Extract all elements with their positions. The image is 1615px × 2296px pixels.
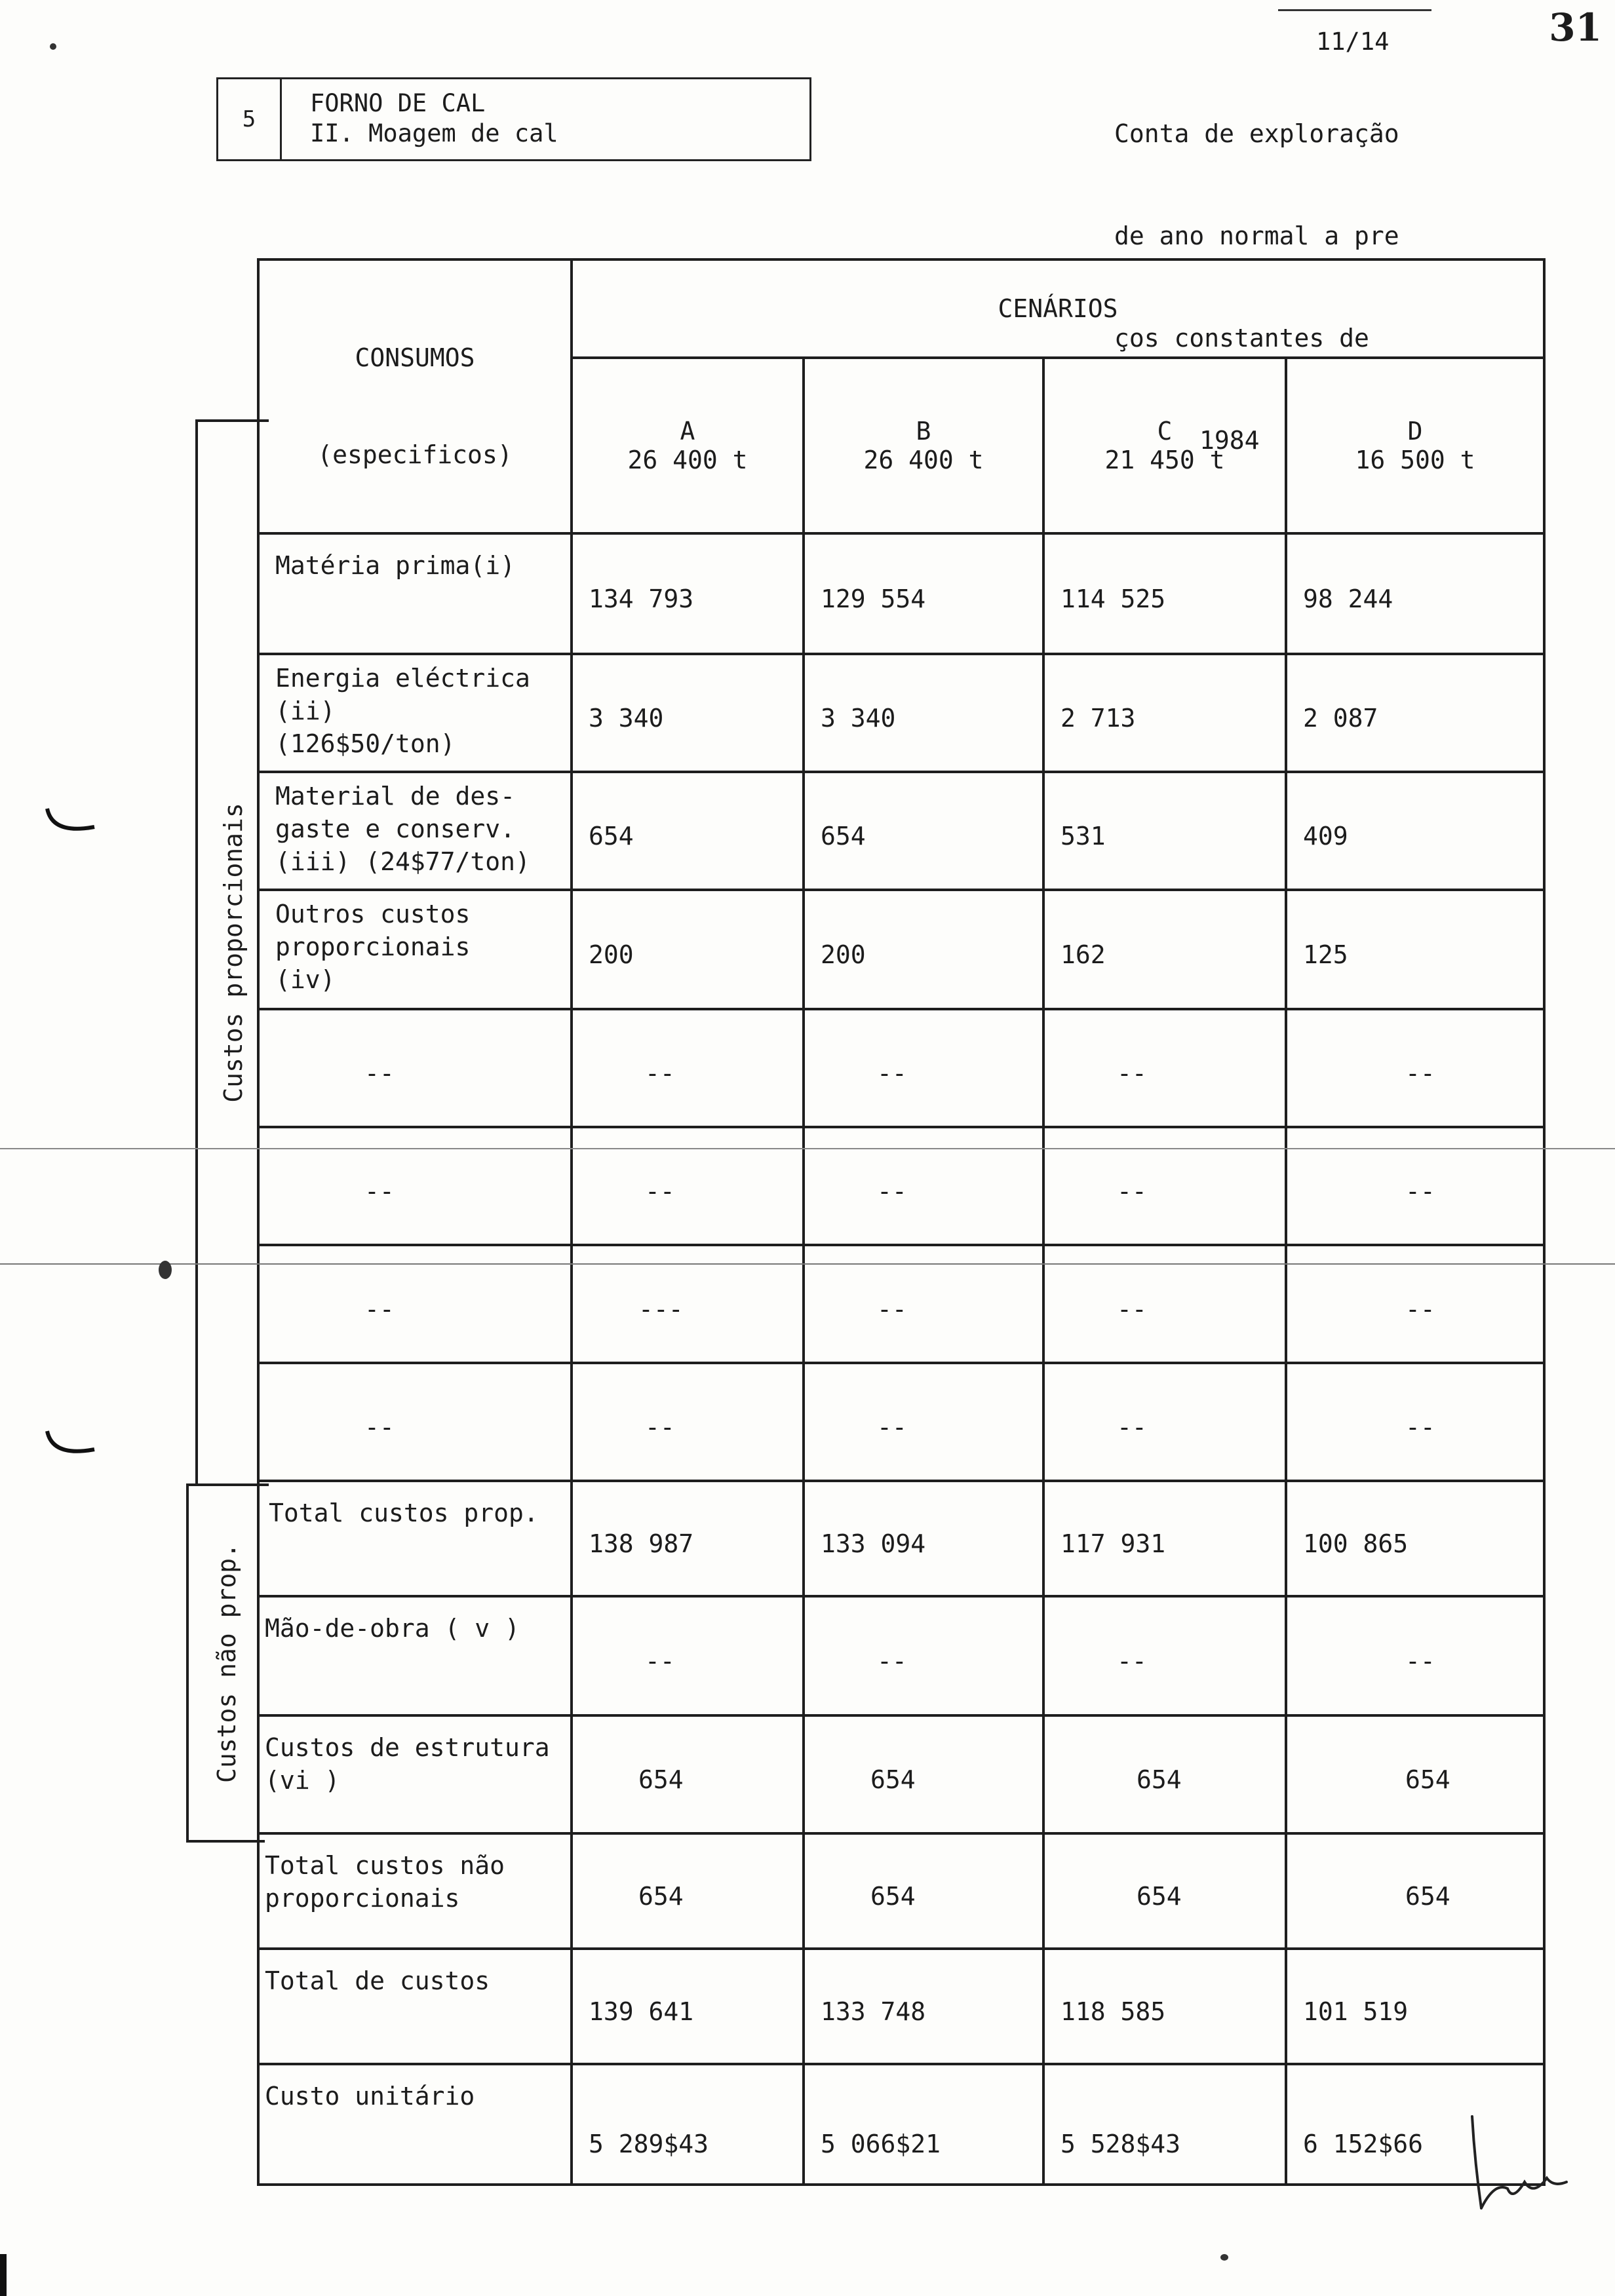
scan-fold-line xyxy=(0,1148,1615,1149)
row-label: Total custos prop. xyxy=(258,1481,572,1596)
cell-d: -- xyxy=(1286,1245,1544,1363)
cell-c: 162 xyxy=(1043,890,1286,1009)
cell-c: -- xyxy=(1043,1009,1286,1127)
row-label: -- xyxy=(258,1245,572,1363)
cell-c: 2 713 xyxy=(1043,654,1286,772)
scenario-a-tonnage: 26 400 t xyxy=(627,445,748,474)
cell-c: 118 585 xyxy=(1043,1949,1286,2064)
section-title-line2: II. Moagem de cal xyxy=(310,119,558,147)
cell-a: -- xyxy=(572,1596,804,1715)
cell-a: -- xyxy=(572,1009,804,1127)
cell-b: 3 340 xyxy=(804,654,1043,772)
cell-b: -- xyxy=(804,1245,1043,1363)
cell-a: 139 641 xyxy=(572,1949,804,2064)
cell-d: 98 244 xyxy=(1286,533,1544,654)
table-row-total-nao-prop xyxy=(258,1833,1544,1949)
scan-speck xyxy=(50,43,56,50)
cell-d: 654 xyxy=(1286,1833,1544,1949)
cell-a: 200 xyxy=(572,890,804,1009)
reference-code: 11/14 xyxy=(1316,28,1390,56)
table-row xyxy=(258,533,1544,654)
cell-c: -- xyxy=(1043,1363,1286,1481)
cell-c: 531 xyxy=(1043,772,1286,890)
cell-d: -- xyxy=(1286,1127,1544,1245)
scenario-a-letter: A xyxy=(680,416,695,446)
cell-c: -- xyxy=(1043,1596,1286,1715)
account-note-line2: de ano normal a pre xyxy=(1114,221,1399,250)
scan-edge-mark xyxy=(0,2254,7,2296)
group-label-nao-prop xyxy=(186,1483,265,1843)
cell-c: 654 xyxy=(1043,1833,1286,1949)
cell-c: 654 xyxy=(1043,1715,1286,1833)
cell-a: -- xyxy=(572,1127,804,1245)
cell-b: 133 748 xyxy=(804,1949,1043,2064)
scenario-c-letter: C xyxy=(1157,416,1173,446)
consumos-title: CONSUMOS xyxy=(355,343,475,372)
cell-d: 101 519 xyxy=(1286,1949,1544,2064)
cell-c: 114 525 xyxy=(1043,533,1286,654)
account-note-line1: Conta de exploração xyxy=(1114,119,1399,148)
cell-b: 5 066$21 xyxy=(804,2064,1043,2185)
cell-a: 654 xyxy=(572,1715,804,1833)
table-row xyxy=(258,1363,1544,1481)
account-note-line4: 1984 xyxy=(1199,426,1260,455)
handwritten-initials xyxy=(1462,2110,1580,2221)
cost-table xyxy=(257,258,1546,2186)
row-label: Material de des- gaste e conserv. (iii) (24$77/ton) xyxy=(258,772,572,890)
row-label: -- xyxy=(258,1127,572,1245)
punch-hole-mark xyxy=(42,1426,101,1465)
section-header-box xyxy=(216,77,811,161)
cell-a: 3 340 xyxy=(572,654,804,772)
cell-c: 5 528$43 xyxy=(1043,2064,1286,2185)
row-label: Custo unitário xyxy=(258,2064,572,2185)
scenario-c-tonnage: 21 450 t xyxy=(1104,445,1225,474)
scenario-d-letter: D xyxy=(1407,416,1423,446)
scenario-b-tonnage: 26 400 t xyxy=(863,445,984,474)
row-label: Outros custos proporcionais (iv) xyxy=(258,890,572,1009)
cell-a: 5 289$43 xyxy=(572,2064,804,2185)
cell-b: -- xyxy=(804,1596,1043,1715)
cell-b: 129 554 xyxy=(804,533,1043,654)
cell-d: 654 xyxy=(1286,1715,1544,1833)
cenarios-header: CENÁRIOS xyxy=(572,259,1544,358)
cell-b: 654 xyxy=(804,1715,1043,1833)
consumos-subtitle: (especificos) xyxy=(317,440,513,469)
cell-d: 125 xyxy=(1286,890,1544,1009)
scenario-b-letter: B xyxy=(916,416,931,446)
reference-underline xyxy=(1278,9,1431,11)
table-row xyxy=(258,1127,1544,1245)
cell-d: -- xyxy=(1286,1009,1544,1127)
cell-d: 6 152$66 xyxy=(1286,2064,1544,2185)
cell-c: -- xyxy=(1043,1127,1286,1245)
scan-speck xyxy=(1220,2254,1228,2261)
scenario-a-header xyxy=(572,358,804,533)
group-label-nao-prop-text: Custos não prop. xyxy=(212,1542,242,1784)
scenario-d-header xyxy=(1286,358,1544,533)
cell-c: 117 931 xyxy=(1043,1481,1286,1596)
cell-d: 2 087 xyxy=(1286,654,1544,772)
table-row xyxy=(258,654,1544,772)
section-number: 5 xyxy=(218,79,282,159)
cell-b: 654 xyxy=(804,772,1043,890)
section-title-line1: FORNO DE CAL xyxy=(310,89,486,117)
cell-c: -- xyxy=(1043,1245,1286,1363)
row-label: Custos de estrutura (vi ) xyxy=(258,1715,572,1833)
cell-b: 654 xyxy=(804,1833,1043,1949)
scenario-b-header xyxy=(804,358,1043,533)
row-label: -- xyxy=(258,1363,572,1481)
punch-hole-mark xyxy=(42,803,101,843)
row-label: Matéria prima(i) xyxy=(258,533,572,654)
cell-d: -- xyxy=(1286,1596,1544,1715)
cell-b: -- xyxy=(804,1009,1043,1127)
table-row-custo-unitario xyxy=(258,2064,1544,2185)
cell-b: -- xyxy=(804,1363,1043,1481)
section-title xyxy=(310,88,558,149)
table-row xyxy=(258,890,1544,1009)
account-note-line3: ços constantes de xyxy=(1114,324,1369,353)
scan-speck xyxy=(159,1261,172,1279)
row-label: Energia eléctrica (ii) (126$50/ton) xyxy=(258,654,572,772)
cell-b: -- xyxy=(804,1127,1043,1245)
table-row xyxy=(258,772,1544,890)
table-row xyxy=(258,1245,1544,1363)
scenario-c-header xyxy=(1043,358,1286,533)
row-label: Total custos não proporcionais xyxy=(258,1833,572,1949)
cell-a: -- xyxy=(572,1363,804,1481)
cell-d: -- xyxy=(1286,1363,1544,1481)
scan-fold-line xyxy=(0,1263,1615,1265)
cell-a: 654 xyxy=(572,1833,804,1949)
consumos-header xyxy=(258,259,572,533)
cell-b: 200 xyxy=(804,890,1043,1009)
table-row xyxy=(258,1009,1544,1127)
row-label: -- xyxy=(258,1009,572,1127)
cell-d: 100 865 xyxy=(1286,1481,1544,1596)
cell-a: 654 xyxy=(572,772,804,890)
scenario-d-tonnage: 16 500 t xyxy=(1355,445,1475,474)
table-row xyxy=(258,1715,1544,1833)
cell-a: --- xyxy=(572,1245,804,1363)
cell-a: 134 793 xyxy=(572,533,804,654)
row-label: Mão-de-obra ( v ) xyxy=(258,1596,572,1715)
table-row-total-custos xyxy=(258,1949,1544,2064)
row-label: Total de custos xyxy=(258,1949,572,2064)
table-row xyxy=(258,1596,1544,1715)
cell-a: 138 987 xyxy=(572,1481,804,1596)
table-row-total-prop xyxy=(258,1481,1544,1596)
page-number: 31 xyxy=(1549,5,1602,50)
cell-d: 409 xyxy=(1286,772,1544,890)
table-header-row xyxy=(258,259,1544,358)
cell-b: 133 094 xyxy=(804,1481,1043,1596)
group-label-proporcionais-text: Custos proporcionais xyxy=(219,803,248,1103)
